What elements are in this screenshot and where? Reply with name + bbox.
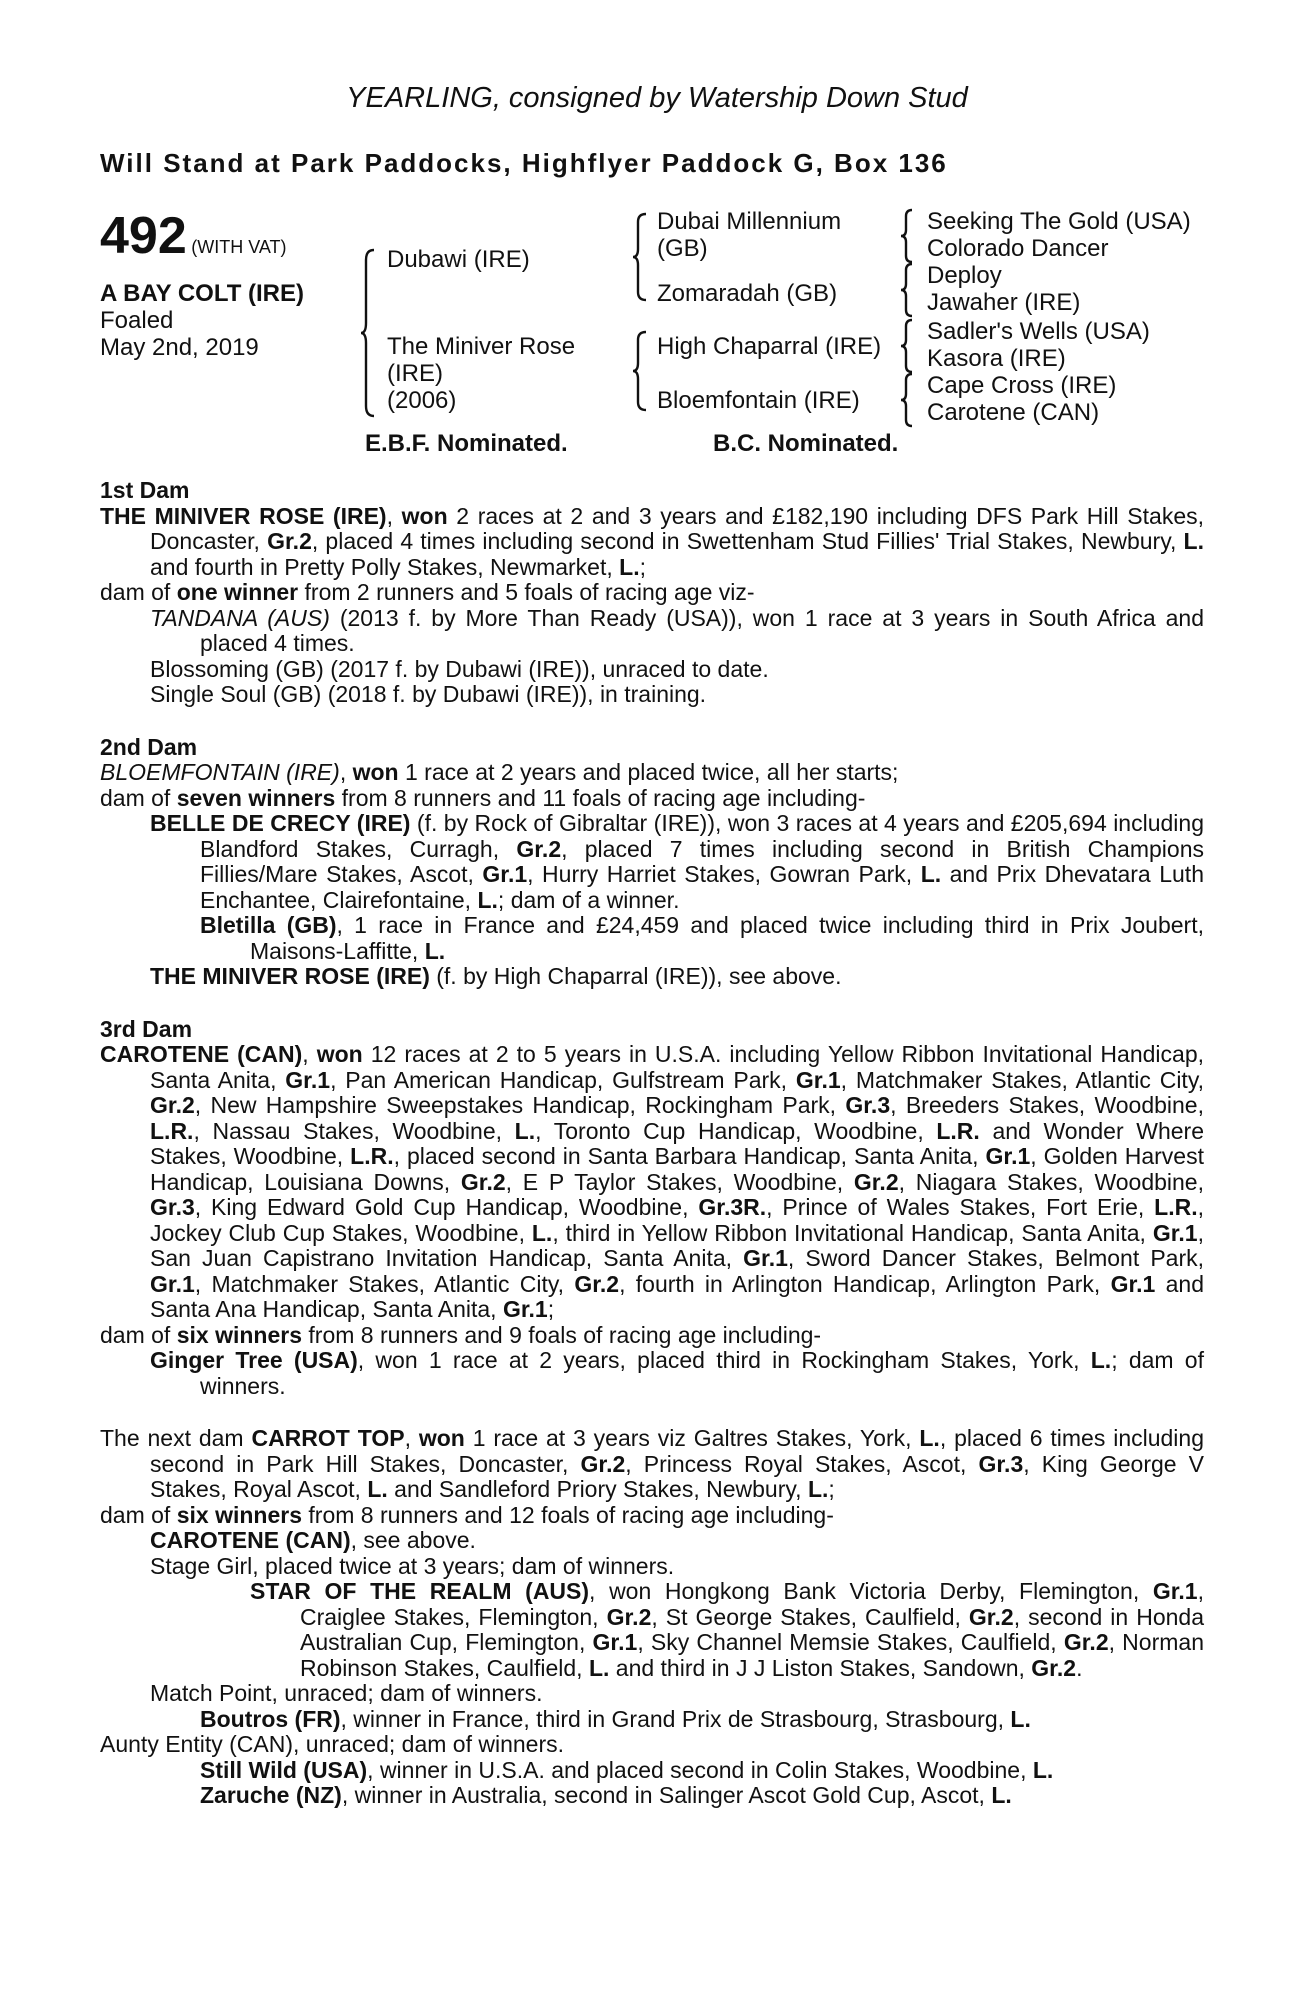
text-run: and fourth in Pretty Polly Stakes, Newmarket,	[150, 553, 620, 580]
text-run: Blossoming (GB) (2017 f. by Dubawi (IRE)), unraced to date.	[150, 655, 769, 682]
ebf-nominated: E.B.F. Nominated.	[365, 430, 568, 457]
text-run: CAROTENE (CAN)	[100, 1041, 303, 1067]
text-run: , St George Stakes, Caulfield,	[651, 1603, 969, 1630]
progeny-entry	[100, 913, 1204, 964]
text-run: Gr.2	[1031, 1654, 1077, 1681]
text-run: L.	[588, 1654, 610, 1681]
text-run: , winner in U.S.A. and placed second in Colin Stakes, Woodbine,	[367, 1756, 1033, 1783]
text-run: , Norman Robinson Stakes, Caulfield,	[300, 1629, 1204, 1681]
text-run: , Craiglee Stakes, Flemington,	[300, 1578, 1204, 1630]
text-run: , Toronto Cup Handicap, Woodbine,	[535, 1117, 937, 1144]
pedigree-dss: Sadler's Wells (USA)	[927, 318, 1150, 345]
text-run: L.	[919, 1425, 940, 1451]
vat-note: (WITH VAT)	[191, 237, 287, 257]
text-run: Stage Girl, placed twice at 3 years; dam of winners.	[150, 1552, 675, 1579]
text-run: won	[418, 1425, 465, 1451]
pedigree-dsd: Kasora (IRE)	[927, 345, 1066, 372]
text-run: BLOEMFONTAIN (IRE)	[100, 759, 340, 785]
third-dam-progeny	[100, 1348, 1204, 1399]
text-run: (2013 f. by More Than Ready (USA)), won 1 race at 3 years in South Africa and placed 4 times.	[200, 604, 1204, 656]
text-run: BELLE DE CRECY (IRE)	[150, 810, 411, 836]
text-run: 1 race at 3 years viz Galtres Stakes, York,	[464, 1425, 920, 1451]
text-run: won	[316, 1041, 363, 1067]
text-run: , 1 race in France and £24,459 and placed twice including third in Prix Joubert, Maisons-Laffitte,	[250, 912, 1204, 964]
second-dam-record	[100, 760, 1204, 786]
text-run: L.	[477, 886, 498, 913]
next-dam-section	[100, 1426, 1204, 1809]
text-run: 12 races at 2 to 5 years in U.S.A. including Yellow Ribbon Invitational Handicap, Santa Anita,	[150, 1041, 1205, 1093]
progeny-entry	[100, 1579, 1204, 1681]
text-run: 1 race at 2 years and placed twice, all her starts;	[398, 759, 899, 785]
text-run: L.R.	[1154, 1194, 1198, 1220]
first-dam-record	[100, 504, 1204, 581]
pedigree-sire-sire-line2: (GB)	[657, 235, 708, 262]
text-run: L.	[424, 937, 446, 964]
text-run: ,	[339, 759, 353, 785]
first-dam-heading: 1st Dam	[100, 477, 190, 503]
text-run: (f. by High Chaparral (IRE)), see above.	[429, 963, 842, 989]
text-run: L.	[1010, 1705, 1031, 1732]
text-run: from 8 runners and 9 foals of racing age including-	[302, 1321, 822, 1348]
third-dam-produce-summary	[100, 1323, 1204, 1349]
text-run: Gr.2	[968, 1603, 1014, 1630]
text-run: Gr.2	[267, 528, 312, 554]
text-run: , third in Yellow Ribbon Invitational Handicap, Santa Anita,	[552, 1219, 1153, 1246]
text-run: L.	[920, 861, 942, 887]
text-run: ; dam of winners.	[200, 1347, 1204, 1399]
pedigree-brace-dam	[632, 330, 648, 412]
next-dam-produce-summary	[100, 1503, 1204, 1529]
text-run: ;	[639, 553, 646, 580]
text-run: , Sky Channel Memsie Stakes, Caulfield,	[637, 1629, 1064, 1655]
text-run: from 8 runners and 11 foals of racing age including-	[335, 784, 866, 811]
pedigree-ssd: Colorado Dancer	[927, 235, 1109, 262]
text-run: , Breeders Stakes, Woodbine,	[890, 1092, 1204, 1118]
text-run: one winner	[176, 579, 299, 605]
text-run: L.	[807, 1476, 829, 1502]
text-run: , winner in Australia, second in Salinger Ascot Gold Cup, Ascot,	[341, 1782, 992, 1808]
page-title: YEARLING, consigned by Watership Down Stud	[346, 82, 968, 114]
pedigree-brace-dd	[900, 372, 914, 428]
pedigree-sdd: Jawaher (IRE)	[927, 289, 1081, 316]
text-run: Gr.3	[978, 1450, 1024, 1477]
pedigree-ddd: Carotene (CAN)	[927, 399, 1100, 426]
text-run: , won Hongkong Bank Victoria Derby, Flemington,	[589, 1578, 1153, 1604]
foaled-label: Foaled	[100, 307, 174, 334]
text-run: Gr.3	[150, 1194, 195, 1220]
text-run: ,	[386, 502, 402, 529]
text-run: , Princess Royal Stakes, Ascot,	[625, 1450, 979, 1477]
text-run: Match Point, unraced; dam of winners.	[150, 1680, 543, 1706]
text-run: L.	[1183, 528, 1204, 554]
text-run: L.R.	[350, 1143, 394, 1169]
text-run: , Jockey Club Cup Stakes, Woodbine,	[150, 1194, 1204, 1246]
text-run: L.	[531, 1219, 553, 1246]
text-run: ,	[404, 1425, 419, 1451]
text-run: , Golden Harvest Handicap, Louisiana Downs,	[150, 1143, 1204, 1195]
pedigree-brace-sire	[632, 212, 648, 302]
text-run: seven winners	[176, 784, 336, 811]
second-dam-produce-summary	[100, 786, 1204, 812]
text-run: L.	[367, 1476, 388, 1502]
text-run: Gr.1	[1152, 1578, 1198, 1604]
text-run: Gr.1	[502, 1296, 548, 1322]
text-run: Gr.1	[285, 1066, 331, 1093]
text-run: Gr.1	[482, 861, 528, 887]
text-run: ;	[828, 1476, 835, 1502]
text-run: Gr.1	[1152, 1219, 1198, 1246]
text-run: won	[352, 759, 399, 785]
text-run: , second in Honda Australian Cup, Flemington,	[300, 1603, 1204, 1655]
text-run: Ginger Tree (USA)	[150, 1347, 358, 1373]
lot-description: A BAY COLT (IRE)	[100, 280, 305, 307]
progeny-entry	[100, 1681, 1204, 1707]
first-dam-section	[100, 478, 1204, 708]
text-run: , Hurry Harriet Stakes, Gowran Park,	[527, 861, 921, 887]
text-run: CAROTENE (CAN)	[150, 1527, 351, 1553]
text-run: , King George V Stakes, Royal Ascot,	[150, 1450, 1205, 1502]
text-run: , Matchmaker Stakes, Atlantic City,	[194, 1270, 575, 1297]
text-run: L.	[1090, 1347, 1112, 1373]
text-run: Gr.1	[743, 1245, 788, 1271]
text-run: Gr.2	[460, 1168, 506, 1195]
text-run: TANDANA (AUS)	[150, 604, 330, 631]
sale-location: Will Stand at Park Paddocks, Highflyer Paddock G, Box 136	[100, 148, 948, 178]
text-run: Gr.2	[580, 1450, 626, 1477]
text-run: , Niagara Stakes, Woodbine,	[898, 1168, 1204, 1195]
text-run: dam of	[100, 579, 177, 605]
pedigree-brace-main	[360, 248, 376, 418]
next-dam-progeny	[100, 1528, 1204, 1809]
text-run: Bletilla (GB)	[200, 912, 337, 938]
text-run: Gr.1	[150, 1270, 195, 1297]
text-run: Gr.1	[592, 1629, 638, 1655]
text-run: , Nassau Stakes, Woodbine,	[193, 1117, 515, 1144]
progeny-entry	[100, 1348, 1204, 1399]
text-run: L.	[1032, 1756, 1054, 1783]
text-run: .	[1076, 1654, 1083, 1681]
text-run: and Sandleford Priory Stakes, Newbury,	[387, 1476, 808, 1502]
progeny-entry	[100, 1732, 1204, 1758]
first-dam-produce-summary	[100, 580, 1204, 606]
text-run: Gr.2	[150, 1092, 195, 1118]
text-run: Gr.2	[853, 1168, 899, 1195]
pedigree-dam-dam: Bloemfontain (IRE)	[657, 387, 860, 414]
third-dam-heading: 3rd Dam	[100, 1015, 193, 1042]
text-run: , San Juan Capistrano Invitation Handicap, Santa Anita,	[150, 1219, 1204, 1271]
text-run: Gr.3	[845, 1092, 891, 1118]
text-run: L.R.	[936, 1117, 980, 1144]
text-run: THE MINIVER ROSE (IRE)	[150, 963, 430, 989]
text-run: Gr.1	[1110, 1270, 1156, 1297]
text-run: STAR OF THE REALM (AUS)	[250, 1578, 590, 1604]
text-run: six winners	[176, 1321, 302, 1348]
text-run: (f. by Rock of Gibraltar (IRE)), won 3 races at 4 years and £205,694 including Blandford Stakes, Curragh,	[200, 810, 1204, 862]
text-run: from 2 runners and 5 foals of racing age viz-	[298, 579, 755, 605]
text-run: , New Hampshire Sweepstakes Handicap, Rockingham Park,	[194, 1092, 846, 1118]
text-run: , placed second in Santa Barbara Handicap, Santa Anita,	[393, 1143, 986, 1169]
pedigree-sire: Dubawi (IRE)	[387, 246, 530, 273]
text-run: and Prix Dhevatara Luth Enchantee, Clairefontaine,	[200, 861, 1204, 913]
text-run: , King Edward Gold Cup Handicap, Woodbine,	[194, 1194, 699, 1220]
text-run: The next dam	[100, 1425, 252, 1451]
next-dam-record	[100, 1426, 1204, 1503]
text-run: L.	[514, 1117, 536, 1144]
text-run: and Wonder Where Stakes, Woodbine,	[150, 1117, 1204, 1169]
progeny-entry	[100, 1554, 1204, 1580]
text-run: , Prince of Wales Stakes, Fort Erie,	[766, 1194, 1155, 1220]
text-run: L.	[619, 553, 640, 580]
third-dam-section	[100, 1017, 1204, 1400]
text-run: ;	[547, 1296, 555, 1322]
text-run: , placed 6 times including second in Park Hill Stakes, Doncaster,	[150, 1425, 1204, 1477]
pedigree-brace-ds	[900, 318, 914, 374]
pedigree-brace-sd	[900, 262, 914, 318]
text-run: Aunty Entity (CAN), unraced; dam of winners.	[100, 1731, 565, 1757]
pedigree-sss: Seeking The Gold (USA)	[927, 208, 1191, 235]
text-run: and Santa Ana Handicap, Santa Anita,	[150, 1270, 1205, 1322]
text-run: L.	[991, 1782, 1012, 1808]
text-run: Gr.2	[516, 835, 562, 862]
text-run: Gr.1	[795, 1066, 841, 1093]
progeny-entry	[100, 811, 1204, 913]
pedigree-dam-line1: The Miniver Rose	[387, 333, 576, 360]
text-run: dam of	[100, 784, 177, 811]
text-run: CARROT TOP	[251, 1425, 405, 1451]
text-run: , Pan American Handicap, Gulfstream Park,	[330, 1066, 796, 1093]
bc-nominated: B.C. Nominated.	[713, 430, 899, 457]
progeny-entry	[100, 1707, 1204, 1733]
text-run: L.R.	[150, 1117, 194, 1144]
pedigree-sire-sire-line1: Dubai Millennium	[657, 208, 842, 235]
progeny-entry	[100, 1528, 1204, 1554]
text-run: , won 1 race at 2 years, placed third in Rockingham Stakes, York,	[357, 1347, 1091, 1373]
pedigree-brace-ss	[900, 208, 914, 264]
text-run: Gr.2	[574, 1270, 620, 1297]
lot-number: 492	[100, 207, 187, 265]
first-dam-progeny-3	[100, 682, 1204, 708]
progeny-entry	[100, 964, 1204, 990]
pedigree-dam-sire: High Chaparral (IRE)	[657, 333, 882, 360]
text-run: , Matchmaker Stakes, Atlantic City,	[840, 1066, 1205, 1093]
lot-header	[100, 207, 287, 265]
text-run: Still Wild (USA)	[200, 1756, 368, 1783]
text-run: , Sword Dancer Stakes, Belmont Park,	[787, 1245, 1205, 1271]
text-run: and third in J J Liston Stakes, Sandown,	[609, 1654, 1032, 1681]
text-run: six winners	[176, 1501, 302, 1528]
progeny-entry	[100, 1758, 1204, 1784]
first-dam-progeny-1	[100, 606, 1204, 657]
text-run: ; dam of a winner.	[497, 886, 680, 913]
text-run: , placed 7 times including second in British Champions Fillies/Mare Stakes, Ascot,	[200, 835, 1204, 887]
text-run: dam of	[100, 1501, 177, 1528]
pedigree-dds: Cape Cross (IRE)	[927, 372, 1117, 399]
pedigree-dam-line3: (2006)	[387, 387, 457, 414]
pedigree-dam-line2: (IRE)	[387, 360, 443, 387]
text-run: Gr.2	[606, 1603, 652, 1630]
second-dam-section	[100, 735, 1204, 990]
second-dam-heading: 2nd Dam	[100, 733, 198, 760]
text-run: , E P Taylor Stakes, Woodbine,	[505, 1168, 854, 1195]
text-run: from 8 runners and 12 foals of racing age including-	[302, 1501, 834, 1528]
foaled-date: May 2nd, 2019	[100, 334, 259, 361]
text-run: 2 races at 2 and 3 years and £182,190 including DFS Park Hill Stakes, Doncaster,	[150, 502, 1205, 554]
pedigree-sire-dam: Zomaradah (GB)	[657, 280, 838, 307]
text-run: THE MINIVER ROSE (IRE)	[100, 502, 387, 529]
dam-details	[100, 478, 1204, 1836]
text-run: , see above.	[350, 1527, 476, 1553]
progeny-entry	[100, 1783, 1204, 1809]
text-run: dam of	[100, 1321, 177, 1348]
pedigree-sds: Deploy	[927, 262, 1002, 289]
third-dam-record	[100, 1042, 1204, 1323]
text-run: won	[401, 502, 448, 529]
text-run: Zaruche (NZ)	[200, 1782, 342, 1808]
text-run: Boutros (FR)	[200, 1705, 341, 1732]
text-run: ,	[302, 1041, 317, 1067]
text-run: Gr.3R.	[698, 1194, 767, 1220]
text-run: , winner in France, third in Grand Prix de Strasbourg, Strasbourg,	[340, 1705, 1011, 1732]
first-dam-progeny-2	[100, 657, 1204, 683]
text-run: Gr.1	[985, 1143, 1031, 1169]
text-run: Gr.2	[1063, 1629, 1109, 1655]
text-run: Single Soul (GB) (2018 f. by Dubawi (IRE)), in training.	[150, 681, 707, 707]
second-dam-progeny	[100, 811, 1204, 990]
text-run: , placed 4 times including second in Swettenham Stud Fillies' Trial Stakes, Newbury,	[311, 528, 1184, 554]
text-run: , fourth in Arlington Handicap, Arlington Park,	[619, 1270, 1111, 1297]
